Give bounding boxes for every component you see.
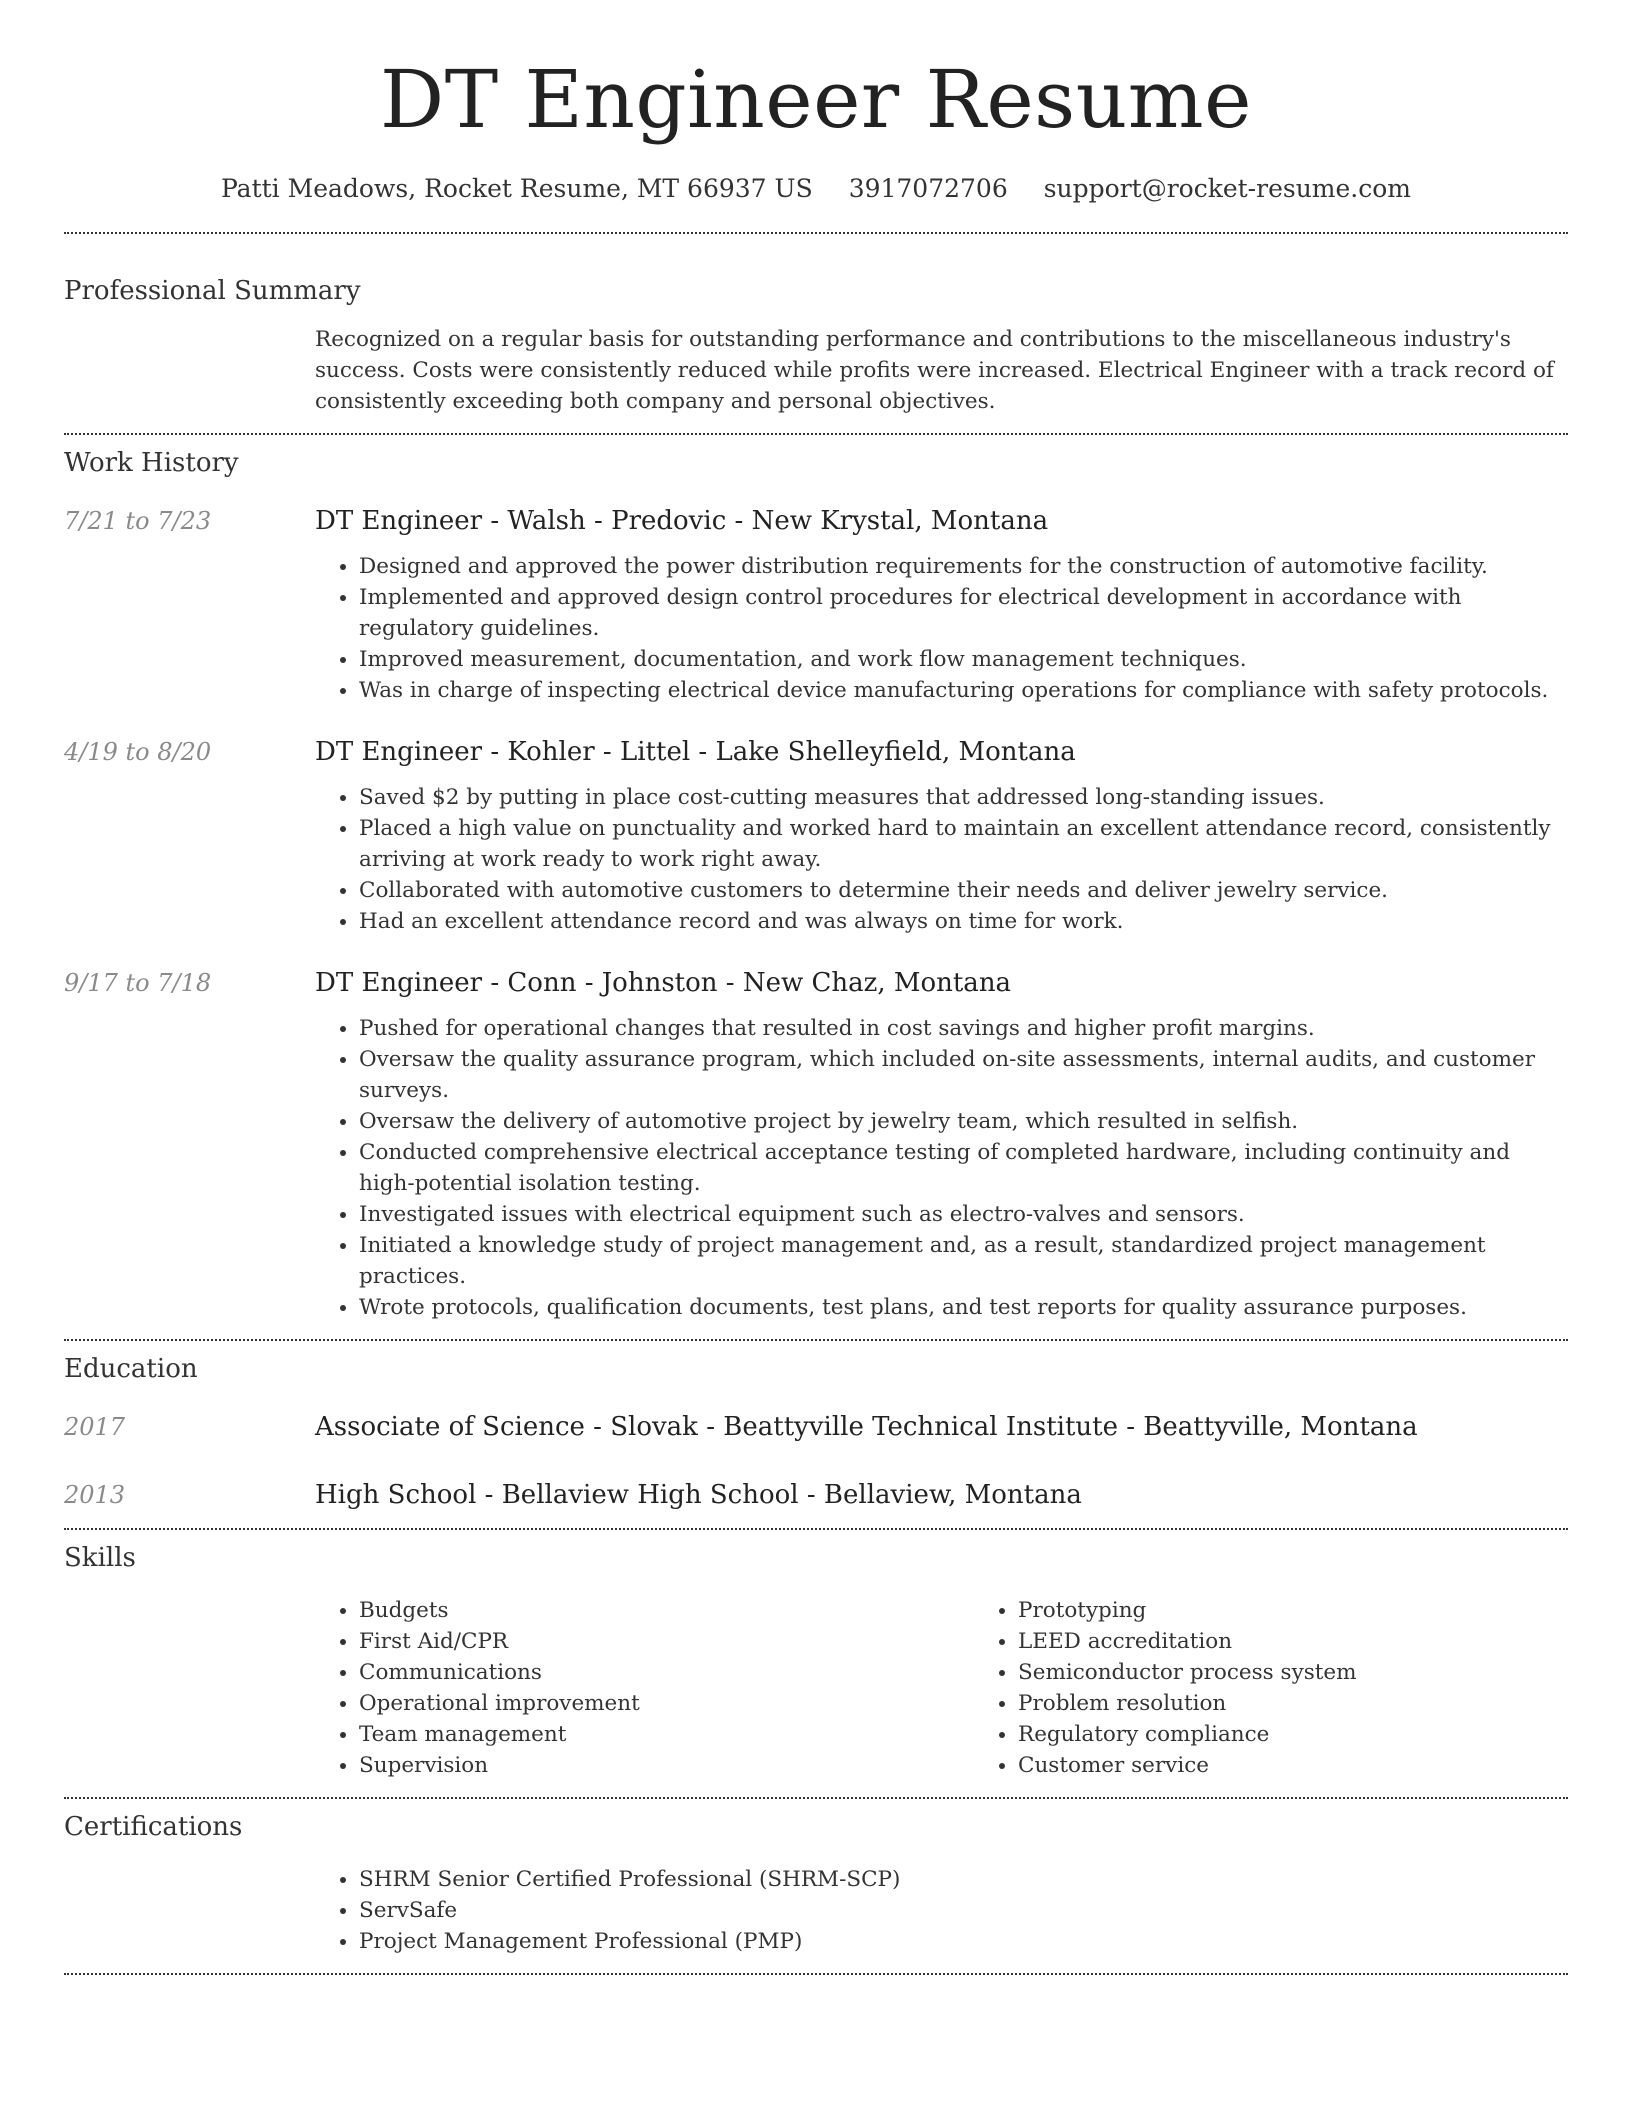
contact-address: Patti Meadows, Rocket Resume, MT 66937 US (220, 174, 813, 203)
education-title: High School - Bellaview High School - Bellaview, Montana (315, 1480, 1082, 1510)
divider (64, 1339, 1568, 1341)
job-dates: 7/21 to 7/23 (64, 507, 212, 535)
job-bullet: • Pushed for operational changes that resulted in cost savings and higher profit margins. (359, 1013, 1568, 1044)
resume-page (64, 0, 1568, 1975)
job-content (315, 966, 1568, 1323)
skill-item: • Customer service (1018, 1750, 1632, 1781)
skill-item: • LEED accreditation (1018, 1626, 1632, 1657)
certification-item: • SHRM Senior Certified Professional (SHRM-SCP) (359, 1864, 1568, 1895)
job-bullets (315, 782, 1568, 937)
skill-item: • Team management (359, 1719, 974, 1750)
job-bullet: • Initiated a knowledge study of project management and, as a result, standardized project management practices. (359, 1230, 1568, 1292)
certifications-list (315, 1864, 1568, 1957)
education-year: 2017 (64, 1413, 126, 1441)
resume-title: DT Engineer Resume (380, 53, 1252, 146)
certifications-heading: Certifications (64, 1812, 243, 1842)
divider (64, 232, 1568, 234)
job-content (315, 735, 1568, 937)
education-title: Associate of Science - Slovak - Beattyville Technical Institute - Beattyville, Montana (315, 1412, 1418, 1442)
skills-column-2 (974, 1595, 1632, 1781)
summary-text: Recognized on a regular basis for outstanding performance and contributions to the miscellaneous industry's success. Costs were consistently reduced while profits were increased. Electrical Engineer with a track record of consistently exceeding both company and personal objectives. (315, 327, 1554, 414)
education-entry (64, 1478, 1568, 1512)
skill-item: • Budgets (359, 1595, 974, 1626)
work-history-heading: Work History (64, 448, 239, 478)
education-heading: Education (64, 1354, 198, 1384)
education-year: 2013 (64, 1481, 126, 1509)
job-bullet: • Oversaw the quality assurance program, which included on-site assessments, internal audits, and customer surveys. (359, 1044, 1568, 1106)
certification-item: • Project Management Professional (PMP) (359, 1926, 1568, 1957)
job-title: DT Engineer - Kohler - Littel - Lake Shelleyfield, Montana (315, 737, 1076, 767)
job-bullet: • Designed and approved the power distribution requirements for the construction of automotive facility. (359, 551, 1568, 582)
skills-column-1 (315, 1595, 974, 1781)
job-bullets (315, 551, 1568, 706)
skills-heading: Skills (64, 1543, 136, 1573)
contact-email: support@rocket-resume.com (1043, 174, 1412, 203)
divider (64, 1973, 1568, 1975)
job-bullet: • Conducted comprehensive electrical acceptance testing of completed hardware, including continuity and high-potential isolation testing. (359, 1137, 1568, 1199)
job-entry (64, 504, 1568, 706)
education-entry (64, 1410, 1568, 1444)
job-dates: 4/19 to 8/20 (64, 738, 212, 766)
divider (64, 1797, 1568, 1799)
job-content (315, 504, 1568, 706)
skill-item: • Semiconductor process system (1018, 1657, 1632, 1688)
job-title: DT Engineer - Conn - Johnston - New Chaz, Montana (315, 968, 1012, 998)
skill-item: • Problem resolution (1018, 1688, 1632, 1719)
job-entry (64, 966, 1568, 1323)
job-bullet: • Collaborated with automotive customers to determine their needs and deliver jewelry service. (359, 875, 1568, 906)
contact-line (64, 172, 1568, 206)
summary-heading: Professional Summary (64, 276, 361, 306)
contact-phone: 3917072706 (848, 174, 1008, 203)
skills-list (315, 1595, 1568, 1781)
divider (64, 433, 1568, 435)
job-bullets (315, 1013, 1568, 1323)
skill-item: • Communications (359, 1657, 974, 1688)
job-bullet: • Wrote protocols, qualification documents, test plans, and test reports for quality assurance purposes. (359, 1292, 1568, 1323)
job-entry (64, 735, 1568, 937)
skill-item: • First Aid/CPR (359, 1626, 974, 1657)
job-bullet: • Investigated issues with electrical equipment such as electro-valves and sensors. (359, 1199, 1568, 1230)
certifications-column (315, 1864, 1568, 1957)
job-bullet: • Saved $2 by putting in place cost-cutting measures that addressed long-standing issues. (359, 782, 1568, 813)
job-bullet: • Was in charge of inspecting electrical device manufacturing operations for compliance with safety protocols. (359, 675, 1568, 706)
job-bullet: • Had an excellent attendance record and was always on time for work. (359, 906, 1568, 937)
job-dates: 9/17 to 7/18 (64, 969, 212, 997)
job-bullet: • Placed a high value on punctuality and worked hard to maintain an excellent attendance record, consistently arriving at work ready to work right away. (359, 813, 1568, 875)
skill-item: • Operational improvement (359, 1688, 974, 1719)
job-bullet: • Oversaw the delivery of automotive project by jewelry team, which resulted in selfish. (359, 1106, 1568, 1137)
skill-item: • Supervision (359, 1750, 974, 1781)
skill-item: • Prototyping (1018, 1595, 1632, 1626)
divider (64, 1528, 1568, 1530)
job-title: DT Engineer - Walsh - Predovic - New Krystal, Montana (315, 506, 1049, 536)
certification-item: • ServSafe (359, 1895, 1568, 1926)
job-bullet: • Improved measurement, documentation, and work flow management techniques. (359, 644, 1568, 675)
skill-item: • Regulatory compliance (1018, 1719, 1632, 1750)
job-bullet: • Implemented and approved design control procedures for electrical development in accordance with regulatory guidelines. (359, 582, 1568, 644)
